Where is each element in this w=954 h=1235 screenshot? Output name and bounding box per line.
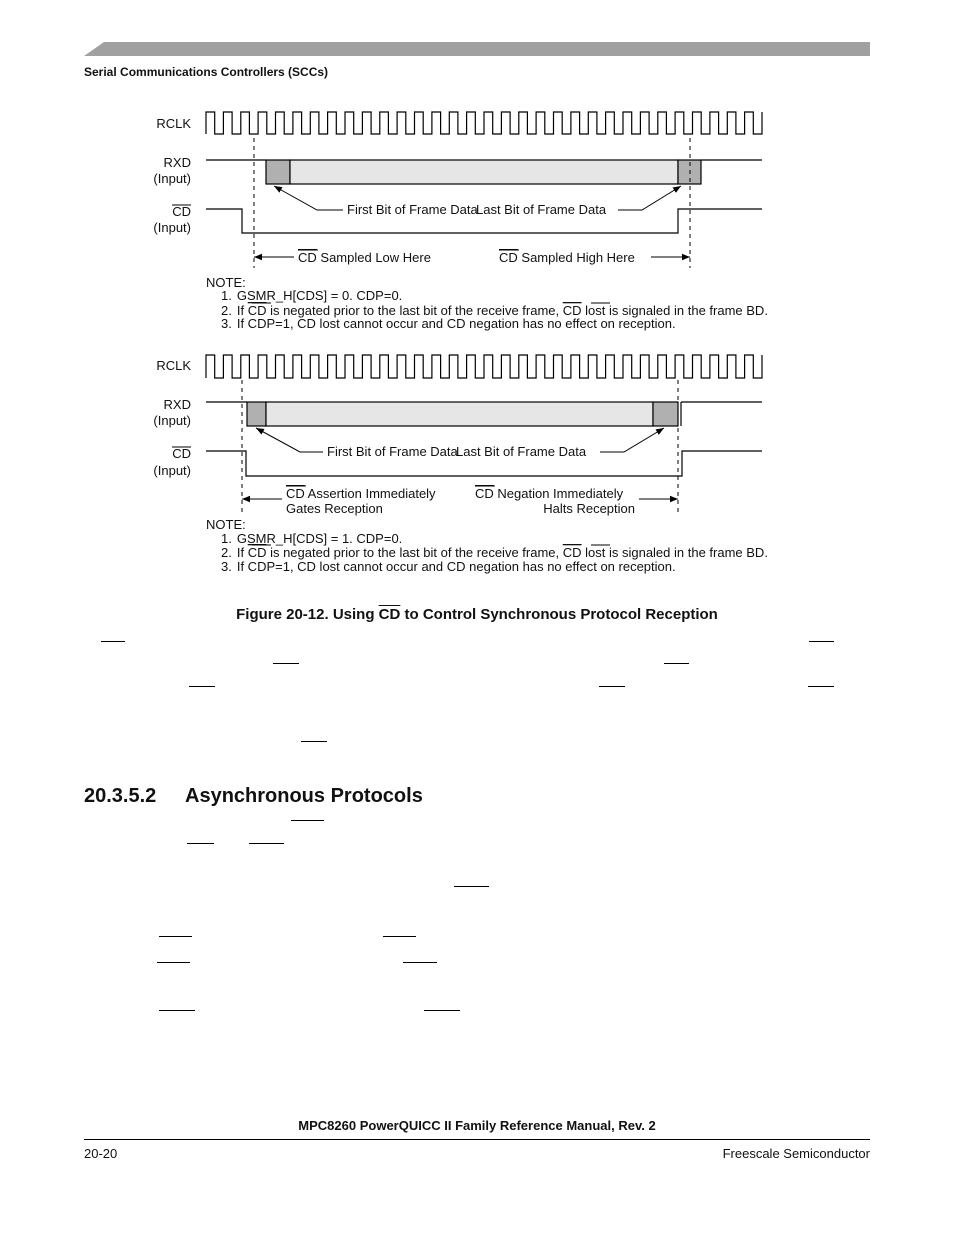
first-bit-label: First Bit of Frame Data — [347, 202, 478, 217]
note-2: 2. If CD is negated prior to the last bit of the receive frame, CD lost is signaled in the frame BD. — [221, 545, 768, 560]
section-title: Asynchronous Protocols — [185, 785, 423, 807]
cd-sampled-low-label: CD Sampled Low Here — [298, 250, 431, 265]
last-bit-label: Last Bit of Frame Data — [476, 202, 607, 217]
cd-label: CD — [172, 204, 191, 219]
rxd-input-label: (Input) — [153, 171, 191, 186]
last-bit-label: Last Bit of Frame Data — [456, 444, 587, 459]
first-bit-label: First Bit of Frame Data — [327, 444, 458, 459]
frame-data-box — [290, 160, 678, 184]
note-1: 1. GSMR_H[CDS] = 1. CDP=0. — [221, 531, 403, 546]
cd-label: CD — [172, 446, 191, 461]
rclk-label: RCLK — [156, 358, 191, 373]
rclk-waveform — [206, 355, 762, 378]
cd-input-label: (Input) — [153, 220, 191, 235]
note-title: NOTE: — [206, 275, 246, 290]
timing-diagram-2 — [153, 355, 768, 574]
section-heading — [84, 785, 423, 808]
section-number: 20.3.5.2 — [84, 785, 157, 807]
figure-caption: Figure 20-12. Using $\overline{CD}$ to Control Synchronous Protocol Reception — [236, 606, 718, 623]
rclk-label: RCLK — [156, 116, 191, 131]
running-header: Serial Communications Controllers (SCCs) — [84, 65, 329, 79]
rxd-label: RXD — [163, 397, 191, 412]
first-bit-box — [247, 402, 266, 426]
cd-negation-label: CD Negation Immediately — [475, 486, 624, 501]
timing-diagram-figure — [0, 0, 954, 600]
cd-input-label: (Input) — [153, 463, 191, 478]
note-title: NOTE: — [206, 517, 246, 532]
first-bit-box — [266, 160, 290, 184]
cd-sampled-high-label: CD Sampled High Here — [499, 250, 635, 265]
footer-manual-title: MPC8260 PowerQUICC II Family Reference Manual, Rev. 2 — [298, 1118, 656, 1133]
rxd-label: RXD — [163, 155, 191, 170]
company-name: Freescale Semiconductor — [722, 1146, 870, 1161]
footer-rule — [84, 1139, 870, 1140]
timing-diagram-1 — [153, 112, 768, 331]
frame-data-box — [266, 402, 653, 426]
note-1: 1. GSMR_H[CDS] = 0. CDP=0. — [221, 288, 403, 303]
note-3: 3. If CDP=1, CD lost cannot occur and CD negation has no effect on reception. — [221, 316, 676, 331]
note-3: 3. If CDP=1, CD lost cannot occur and CD negation has no effect on reception. — [221, 559, 676, 574]
last-bit-box — [653, 402, 678, 426]
rclk-waveform — [206, 112, 762, 134]
halts-reception-label: Halts Reception — [543, 501, 635, 516]
note-2: 2. If CD is negated prior to the last bit of the receive frame, CD lost is signaled in the frame BD. — [221, 303, 768, 318]
gates-reception-label: Gates Reception — [286, 501, 383, 516]
rxd-input-label: (Input) — [153, 413, 191, 428]
page-number: 20-20 — [84, 1146, 118, 1161]
cd-assertion-label: CD Assertion Immediately — [286, 486, 436, 501]
